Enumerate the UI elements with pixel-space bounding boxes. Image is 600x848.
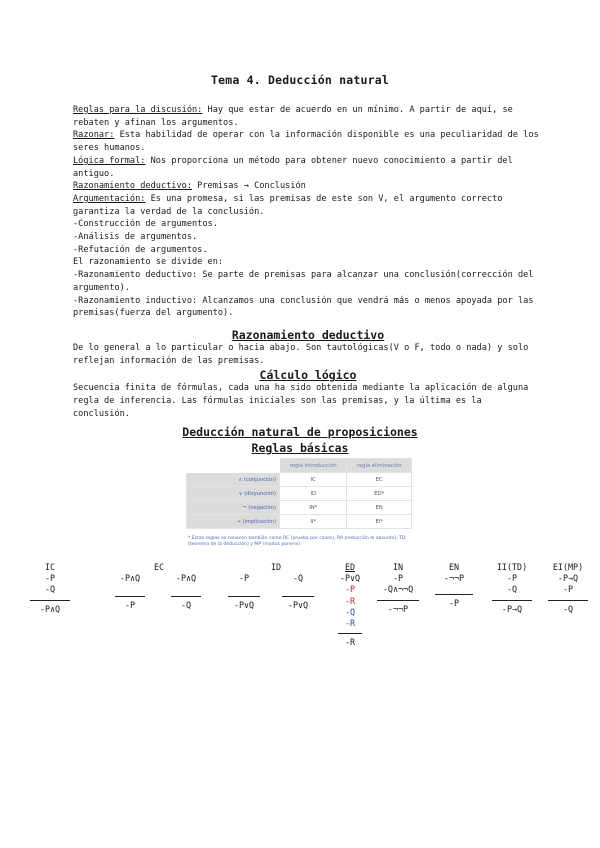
calculo-logico-text: Secuencia finita de fórmulas, cada una ha sido obtenida mediante la aplicación de alguna regla de inferencia. Las fórmulas iniciales son las premisas, y la última es la conclusión.: [73, 383, 529, 419]
inference-line: [548, 600, 588, 601]
table-row: ¬ (negación) IN* EN: [187, 501, 412, 515]
table-row: ∧ (conjunción) IC EC: [187, 473, 412, 487]
logica-text: Nos proporciona un método para obtener nuevo conocimiento a partir del antiguo.: [73, 155, 513, 179]
reglas-text: Hay que estar de acuerdo en un mínimo. A partir de aquí, se rebaten y afinan los argumentos.: [73, 105, 513, 128]
razonamiento-deductivo-heading: Razonamiento deductivo: [231, 328, 385, 342]
inference-line: [435, 594, 473, 595]
razded-text: Premisas → Conclusión: [192, 181, 306, 192]
arg-label: Argumentación:: [73, 193, 146, 204]
derivation-en: EN -¬¬P -P: [432, 562, 476, 610]
derivation-ec-b: -P∧Q -Q: [168, 573, 204, 611]
derivation-ed: ED -P∨Q -P -R -Q -R -R: [339, 562, 361, 648]
razonar-paragraph: [73, 129, 543, 154]
inference-line: [377, 600, 419, 601]
list-item: -Análisis de argumentos.: [73, 232, 198, 243]
rules-table-image: [186, 458, 412, 529]
reglas-label: Reglas para la discusión:: [73, 105, 203, 115]
derivation-ei: EI(MP) -P→Q -P -Q: [544, 562, 592, 615]
divide-text: El razonamiento se divide en:: [73, 257, 224, 268]
derivation-ic: IC -P -Q -P∧Q: [30, 562, 70, 615]
derivation-in: IN -P -Q∧¬¬Q -¬¬P: [374, 562, 422, 615]
inference-line: [30, 600, 70, 601]
page-title: Tema 4. Deducción natural: [210, 73, 390, 87]
list-item: -Construcción de argumentos.: [73, 219, 218, 230]
inference-line: [228, 596, 260, 597]
arg-text: Es una promesa, si las premisas de este son V, el argumento correcto garantiza la verdad de la conclusión.: [73, 193, 503, 217]
derivation-ii: II(TD) -P -Q -P→Q: [488, 562, 536, 615]
table-row: → (implicación) II* EI*: [187, 515, 412, 529]
table-footnote: * Estas reglas se conocen también como RC (prueba por casos), RA (reducción al absurdo), TD (teorema de la deducción) y MP (modus ponens): [188, 536, 406, 547]
razonar-text: Esta habilidad de operar con la información disponible es una peculiaridad de los seres humanos.: [73, 130, 539, 154]
inference-line: [338, 633, 362, 634]
intro-section: [73, 104, 543, 320]
derivation-id-b: -Q -P∨Q: [278, 573, 318, 611]
argumentacion-paragraph: [73, 193, 543, 218]
razonar-label: Razonar:: [73, 130, 115, 141]
ec-label: EC: [154, 562, 165, 572]
deduccion-natural-heading: Deducción natural de proposiciones: [182, 425, 418, 439]
logica-paragraph: [73, 155, 543, 180]
col-header-elim: regla eliminación: [347, 459, 412, 473]
reglas-basicas-heading: Reglas básicas: [251, 441, 349, 455]
inference-line: [282, 596, 314, 597]
table-row: ∨ (disyunción) ID ED*: [187, 487, 412, 501]
logica-label: Lógica formal:: [73, 155, 146, 166]
id-label: ID: [271, 562, 282, 572]
col-header-intro: regla introducción: [280, 459, 347, 473]
calculo-logico-heading: Cálculo lógico: [259, 368, 357, 383]
reglas-paragraph: [73, 104, 543, 129]
inference-line: [492, 600, 532, 601]
deductive-section: [73, 327, 543, 421]
inference-line: [171, 596, 201, 597]
rules-table: [186, 458, 412, 529]
razded-label: Razonamiento deductivo:: [73, 181, 192, 192]
inductivo-text: -Razonamiento inductivo: Alcanzamos una conclusión que vendrá más o menos apoyada por las premisas(fuerza del argumento).: [73, 295, 534, 319]
list-item: -Refutación de argumentos.: [73, 244, 208, 255]
deductivo-text: -Razonamiento deductivo: Se parte de premisas para alcanzar una conclusión(corrección del argumento).: [73, 270, 534, 293]
razonamiento-deductivo-paragraph: [73, 180, 543, 193]
derivation-ec-a: -P∧Q -P: [112, 573, 148, 611]
derivation-id-a: -P -P∨Q: [224, 573, 264, 611]
inference-line: [115, 596, 145, 597]
razonamiento-deductivo-text: De lo general a lo particular o hacia abajo. Son tautológicas(V o F, todo o nada) y solo reflejan información de las premisas.: [73, 343, 529, 366]
